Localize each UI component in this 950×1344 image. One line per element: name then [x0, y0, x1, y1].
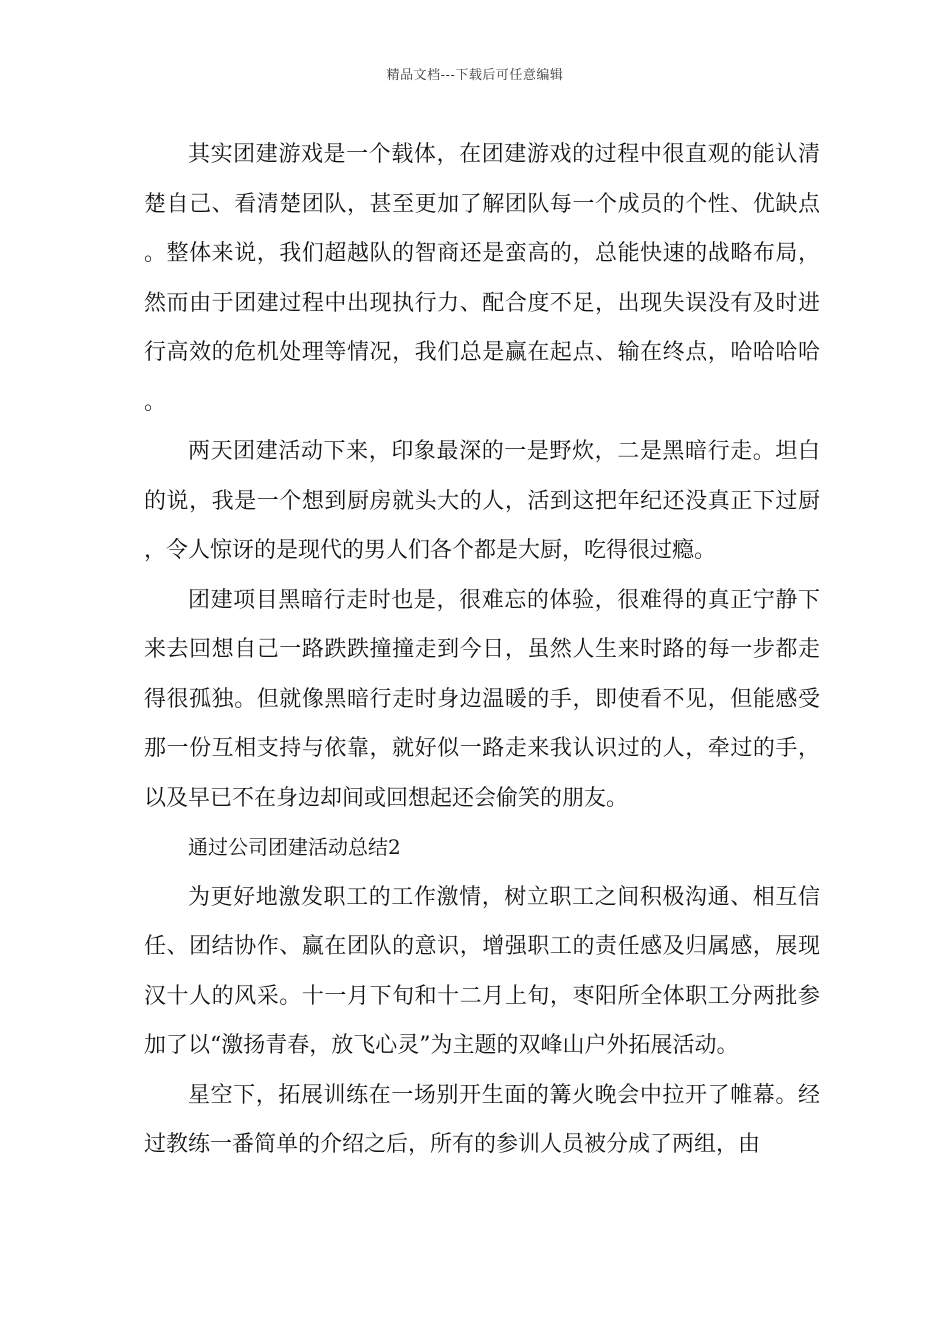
paragraph-bonfire: 星空下，拓展训练在一场别开生面的篝火晚会中拉开了帷幕。经过教练一番简单的介绍之后，所有的参训人员被分成了两组，由 — [144, 1082, 820, 1157]
paragraph-purpose: 为更好地激发职工的工作激情，树立职工之间积极沟通、相互信任、团结协作、赢在团队的意识，增强职工的责任感及归属感，展现汉十人的风采。十一月下旬和十二月上旬，枣阳所全体职工分两批参加了以“激扬青春，放飞心灵”为主题的双峰山户外拓展活动。 — [144, 884, 820, 1058]
paragraph-two-days: 两天团建活动下来，印象最深的一是野炊，二是黑暗行走。坦白的说，我是一个想到厨房就头大的人，活到这把年纪还没真正下过厨，令人惊讶的是现代的男人们各个都是大厨，吃得很过瘾。 — [144, 439, 820, 563]
paragraph-team-games: 其实团建游戏是一个载体，在团建游戏的过程中很直观的能认清楚自己、看清楚团队，甚至更加了解团队每一个成员的个性、优缺点。整体来说，我们超越队的智商还是蛮高的，总能快速的战略布局，然而由于团建过程中出现执行力、配合度不足，出现失误没有及时进行高效的危机处理等情况，我们总是赢在起点、输在终点，哈哈哈哈。 — [144, 142, 820, 415]
paragraph-dark-walk: 团建项目黑暗行走时也是，很难忘的体验，很难得的真正宁静下来去回想自己一路跌跌撞撞走到今日，虽然人生来时路的每一步都走得很孤独。但就像黑暗行走时身边温暖的手，即使看不见，但能感受那一份互相支持与依靠，就好似一路走来我认识过的人，牵过的手，以及早已不在身边却间或回想起还会偷笑的朋友。 — [144, 587, 820, 811]
section-heading: 通过公司团建活动总结2 — [188, 835, 401, 859]
document-body — [144, 130, 820, 1170]
page-header: 精品文档---下载后可任意编辑 — [386, 68, 564, 83]
